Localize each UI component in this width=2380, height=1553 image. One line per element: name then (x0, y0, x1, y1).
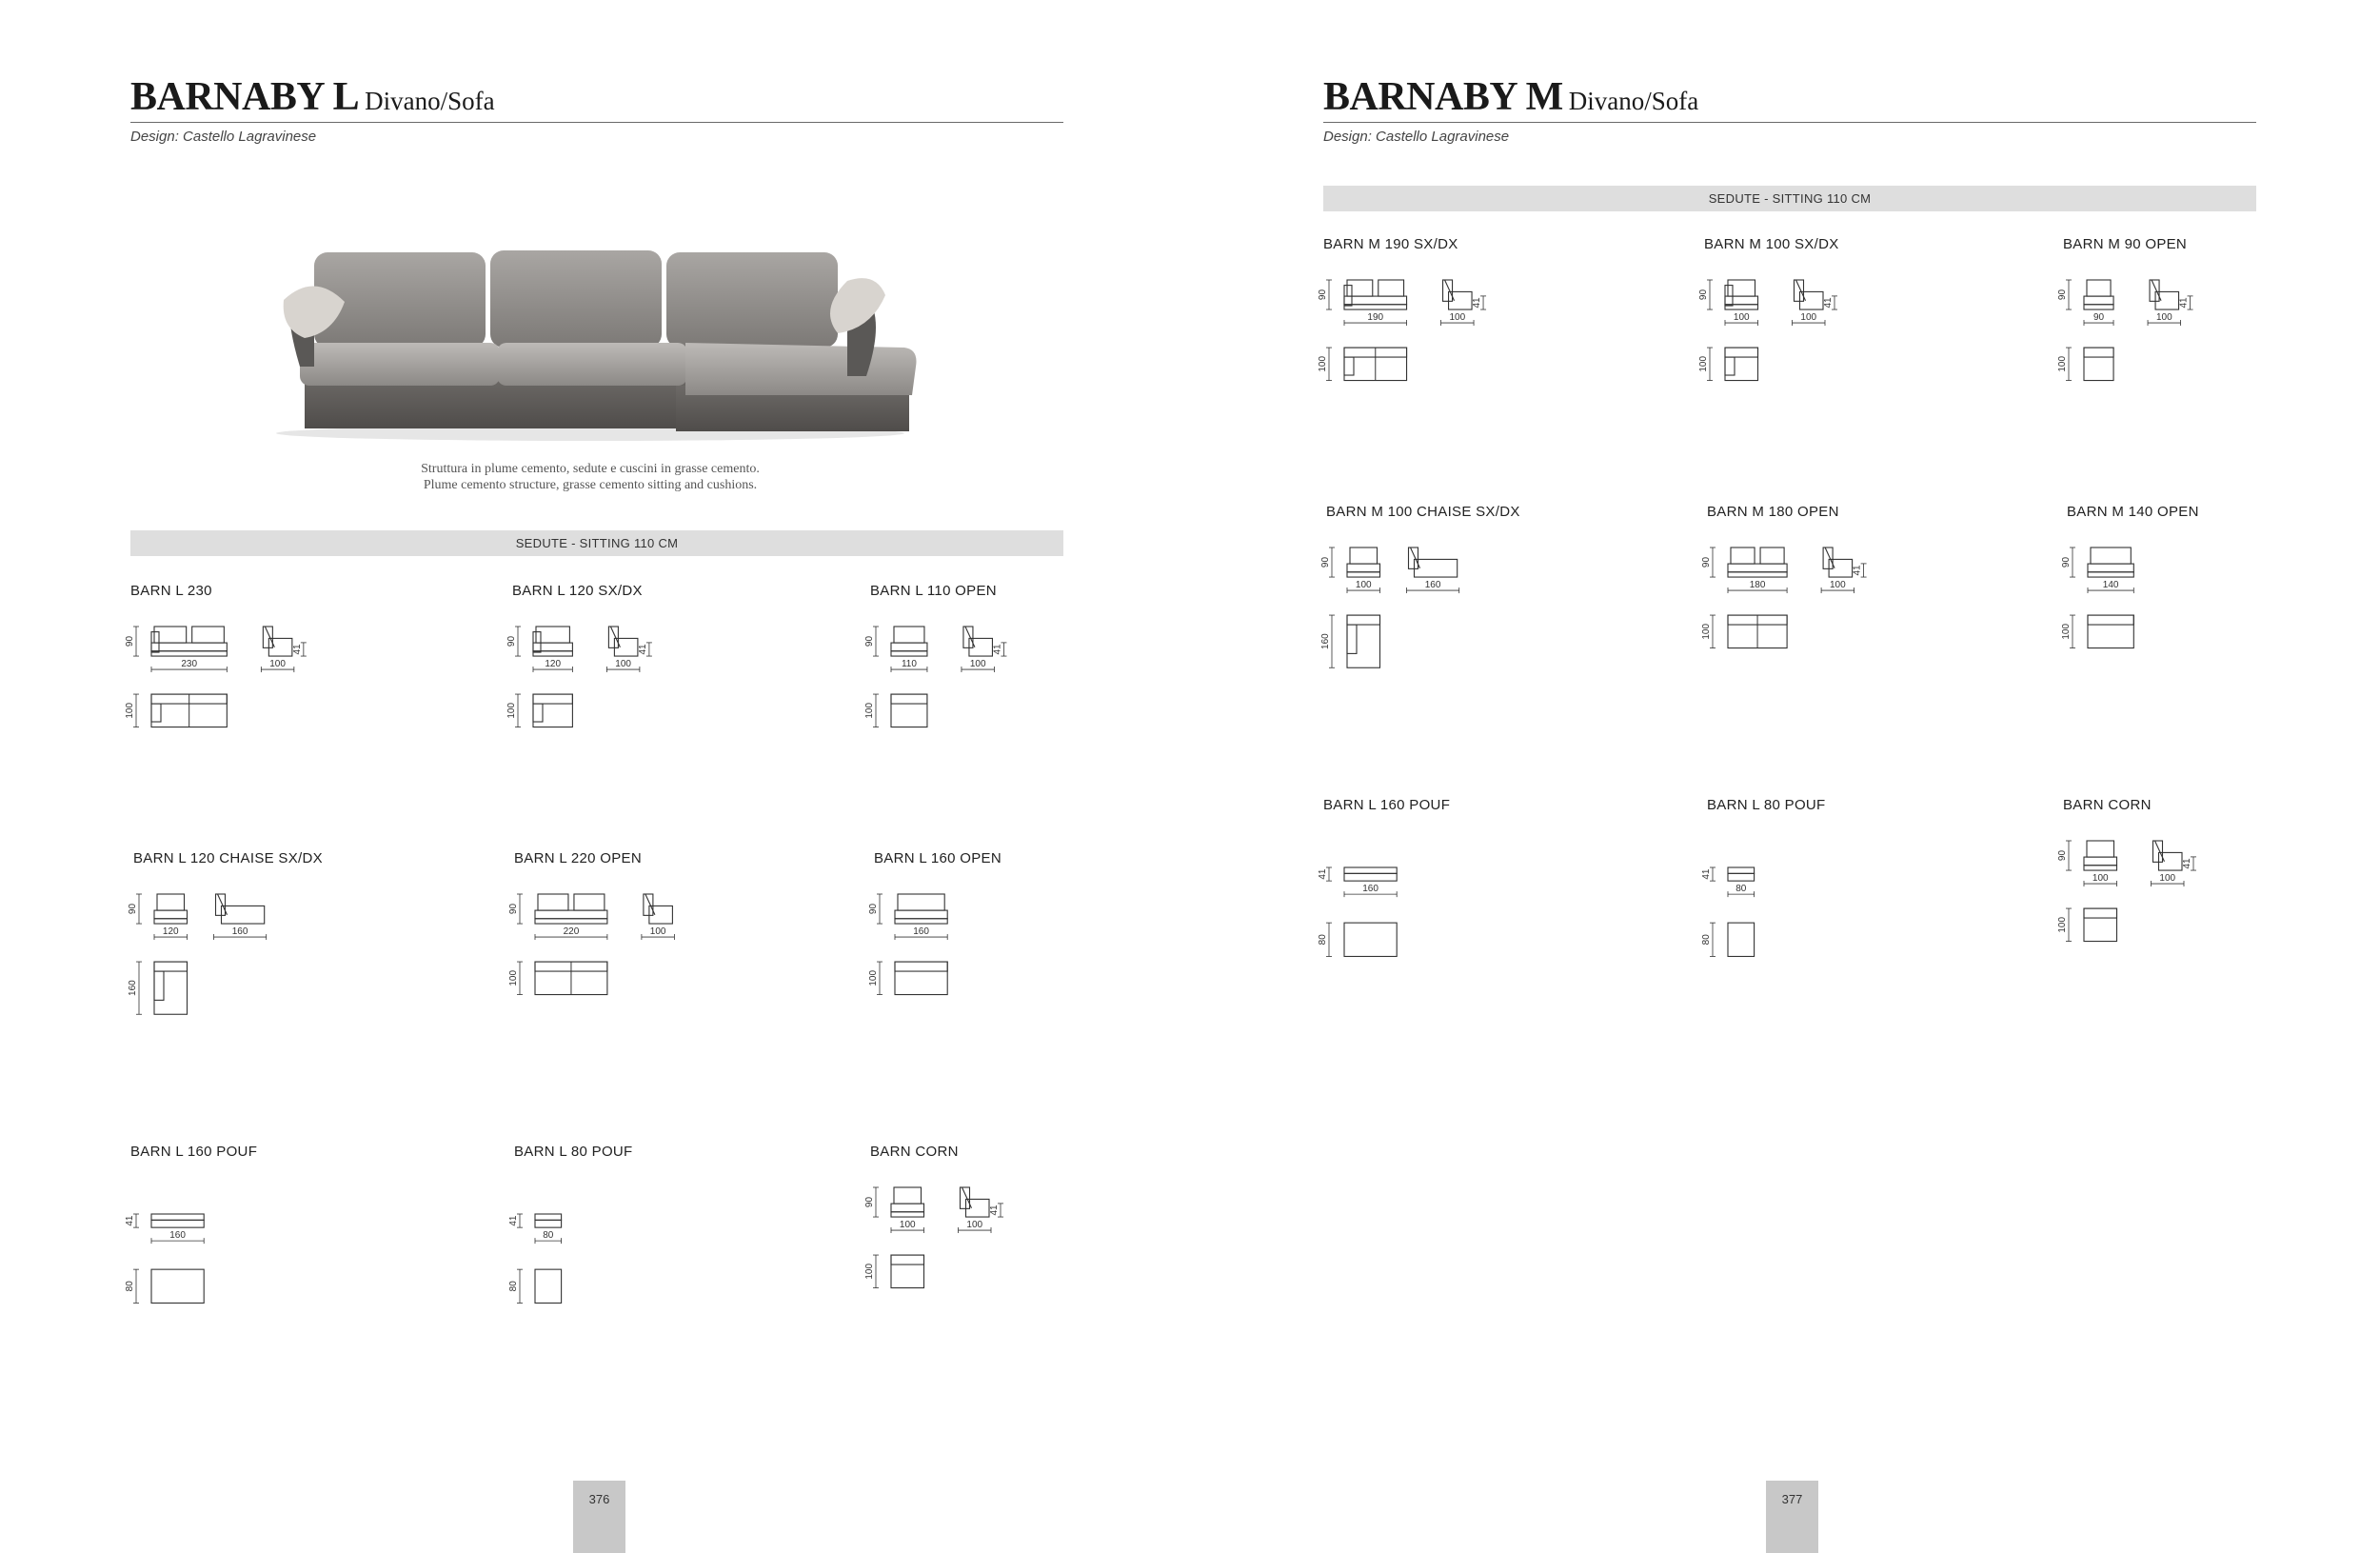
armrest-outline (533, 632, 541, 652)
dimension-label: 180 (1749, 580, 1766, 591)
model-label: BARN CORN (2063, 797, 2152, 813)
dimension-label: 90 (508, 903, 519, 915)
dimension-label: 220 (563, 926, 580, 938)
pouf-top-outline (151, 1214, 204, 1220)
dimension-label: 160 (913, 926, 929, 938)
pouf-base-outline (1728, 873, 1755, 881)
model-label: BARN L 80 POUF (514, 1144, 633, 1160)
base-outline (2084, 305, 2113, 309)
side-cushion-outline (1409, 548, 1418, 568)
model-label: BARN M 100 SX/DX (1704, 236, 1839, 252)
page-number: 377 (1766, 1481, 1818, 1553)
dimension-label: 80 (543, 1230, 554, 1242)
model-label: BARN M 190 SX/DX (1323, 236, 1458, 252)
plan-arm-outline (1347, 625, 1357, 653)
model-drawing (128, 879, 438, 1098)
dimension-label: 90 (125, 635, 135, 647)
seat-outline (891, 643, 927, 651)
seat-outline (1725, 296, 1758, 305)
dimension-label: 100 (2159, 873, 2176, 885)
dimension-label: 80 (1318, 934, 1328, 946)
dimension-label: 100 (966, 1220, 983, 1231)
base-outline (1344, 305, 1407, 309)
side-cushion-outline (1443, 280, 1453, 301)
model-label: BARN L 160 POUF (1323, 797, 1451, 813)
side-cushion-outline (2150, 280, 2159, 301)
dimension-label: 41 (992, 644, 1003, 655)
title-sub: Divano/Sofa (365, 87, 495, 115)
dimension-label: 100 (864, 1263, 875, 1280)
dimension-label: 80 (508, 1281, 519, 1292)
seat-outline (1728, 564, 1787, 572)
dimension-label: 100 (2061, 623, 2072, 640)
back-cushion-outline (2087, 280, 2111, 296)
dimension-label: 160 (1424, 580, 1441, 591)
dimension-label: 41 (1852, 565, 1863, 576)
dimension-label: 90 (2057, 289, 2068, 301)
plan-outline (151, 1269, 204, 1303)
dimension-label: 100 (1318, 355, 1328, 372)
back-cushion-outline (1350, 548, 1378, 564)
plan-outline (1347, 615, 1380, 667)
dimension-label: 80 (1701, 934, 1712, 946)
dimension-label: 100 (899, 1220, 916, 1231)
dimension-label: 41 (989, 1205, 1000, 1216)
dimension-label: 100 (649, 926, 666, 938)
model-drawing (508, 879, 819, 1098)
base-outline (1347, 572, 1380, 577)
model-drawing (864, 1172, 1175, 1391)
dimension-label: 41 (2178, 297, 2190, 309)
base-outline (2088, 572, 2133, 577)
dimension-label: 230 (181, 659, 198, 670)
dimension-label: 90 (1318, 289, 1328, 301)
dimension-label: 100 (1355, 580, 1372, 591)
dimension-label: 80 (125, 1281, 135, 1292)
seat-outline (891, 1204, 924, 1212)
plan-back-outline (154, 962, 188, 971)
back-cushion-outline (2091, 548, 2131, 564)
page-title (1323, 74, 1698, 120)
dimension-label: 160 (1320, 633, 1331, 649)
pouf-top-outline (1728, 867, 1755, 873)
dimension-label: 100 (1800, 312, 1817, 324)
back-cushion-outline (1760, 548, 1784, 564)
plan-back-outline (891, 694, 927, 704)
page-number: 376 (573, 1481, 625, 1553)
dimension-label: 41 (1701, 868, 1712, 880)
armrest-outline (1725, 286, 1733, 306)
dimension-label: 90 (2057, 849, 2068, 862)
right-page (1190, 0, 2380, 1553)
plan-outline (2084, 348, 2113, 381)
dimension-label: 100 (125, 702, 135, 719)
dimension-label: 160 (1362, 884, 1378, 895)
side-cushion-outline (263, 627, 272, 647)
model-drawing (1701, 826, 1791, 1016)
dimension-label: 41 (637, 644, 648, 655)
side-body-outline (222, 906, 265, 924)
model-drawing (1698, 265, 2009, 484)
seat-outline (535, 910, 607, 919)
plan-back-outline (2088, 615, 2133, 625)
seat-outline (151, 643, 227, 651)
model-label: BARN L 220 OPEN (514, 850, 642, 866)
back-cushion-outline (574, 894, 605, 910)
plan-arm-outline (1344, 357, 1354, 375)
side-cushion-outline (963, 627, 973, 647)
dimension-label: 41 (2182, 858, 2192, 869)
dimension-label: 41 (1318, 868, 1328, 880)
dimension-label: 100 (868, 969, 879, 986)
seat-outline (1344, 296, 1407, 305)
seat-outline (2088, 564, 2133, 572)
model-label: BARN L 120 CHAISE SX/DX (133, 850, 323, 866)
dimension-label: 41 (1823, 297, 1834, 309)
plan-back-outline (1347, 615, 1380, 625)
dimension-label: 90 (1320, 556, 1331, 568)
model-label: BARN M 140 OPEN (2067, 504, 2199, 520)
back-cushion-outline (192, 627, 225, 643)
model-drawing (864, 611, 1175, 830)
dimension-label: 100 (864, 702, 875, 719)
plan-back-outline (1725, 348, 1758, 357)
back-cushion-outline (1728, 280, 1755, 296)
side-cushion-outline (961, 1187, 970, 1208)
model-label: BARN L 120 SX/DX (512, 583, 643, 599)
plan-outline (891, 694, 927, 727)
dimension-label: 160 (128, 980, 138, 996)
dimension-label: 120 (545, 659, 562, 670)
dimension-label: 90 (868, 903, 879, 915)
plan-outline (2084, 908, 2117, 942)
base-outline (1728, 572, 1787, 577)
model-label: BARN L 160 OPEN (874, 850, 1002, 866)
seat-outline (2084, 857, 2117, 866)
model-drawing (868, 879, 1179, 1098)
plan-back-outline (891, 1255, 924, 1264)
seat-outline (2084, 296, 2113, 305)
back-cushion-outline (894, 1187, 922, 1204)
model-label: BARN L 160 POUF (130, 1144, 258, 1160)
dimension-label: 100 (1698, 355, 1709, 372)
seat-outline (895, 910, 947, 919)
plan-back-outline (895, 962, 947, 971)
back-cushion-outline (1731, 548, 1755, 564)
model-drawing (1320, 532, 1631, 751)
pouf-base-outline (1344, 873, 1397, 881)
plan-outline (535, 1269, 562, 1303)
dimension-label: 100 (2057, 355, 2068, 372)
seat-outline (1347, 564, 1380, 572)
pouf-top-outline (535, 1214, 562, 1220)
designer-credit: Design: Castello Lagravinese (1323, 129, 1510, 145)
dimension-label: 41 (1472, 297, 1483, 309)
base-outline (891, 651, 927, 656)
side-cushion-outline (2153, 841, 2163, 862)
pouf-base-outline (151, 1220, 204, 1227)
dimension-label: 41 (125, 1215, 135, 1226)
plan-back-outline (2084, 348, 2113, 357)
plan-arm-outline (533, 704, 543, 722)
model-label: BARN M 180 OPEN (1707, 504, 1839, 520)
title-rule (1323, 122, 2256, 123)
model-drawing (1318, 826, 1433, 1016)
model-label: BARN CORN (870, 1144, 959, 1160)
back-cushion-outline (538, 894, 568, 910)
back-cushion-outline (2087, 841, 2114, 857)
dimension-label: 90 (864, 1196, 875, 1208)
side-cushion-outline (644, 894, 653, 915)
back-cushion-outline (157, 894, 185, 910)
model-drawing (125, 611, 435, 830)
base-outline (535, 919, 607, 924)
dimension-label: 100 (1701, 623, 1712, 640)
plan-outline (1728, 923, 1755, 956)
dimension-label: 100 (2057, 916, 2068, 933)
back-cushion-outline (898, 894, 944, 910)
sitting-band: SEDUTE - SITTING 110 CM (130, 530, 1063, 556)
dimension-label: 90 (506, 635, 517, 647)
dimension-label: 160 (231, 926, 248, 938)
model-label: BARN M 90 OPEN (2063, 236, 2188, 252)
model-label: BARN M 100 CHAISE SX/DX (1326, 504, 1520, 520)
caption-english: Plume cemento structure, grasse cemento sitting and cushions. (423, 478, 758, 492)
base-outline (891, 1212, 924, 1217)
seat-outline (154, 910, 188, 919)
plan-outline (154, 962, 188, 1014)
plan-arm-outline (1725, 357, 1735, 375)
dimension-label: 110 (901, 659, 917, 670)
title-main: BARNABY M (1323, 75, 1563, 119)
dimension-label: 100 (969, 659, 986, 670)
dimension-label: 90 (1698, 289, 1709, 301)
dimension-label: 100 (506, 702, 517, 719)
dimension-label: 120 (162, 926, 179, 938)
sitting-band: SEDUTE - SITTING 110 CM (1323, 186, 2256, 211)
model-drawing (508, 1172, 598, 1363)
plan-arm-outline (151, 704, 161, 722)
title-main: BARNABY L (130, 75, 360, 119)
page-title (130, 74, 495, 120)
plan-outline (895, 962, 947, 995)
model-drawing (2061, 532, 2371, 751)
dimension-label: 90 (128, 903, 138, 915)
back-cushion-outline (1347, 280, 1373, 296)
seat-outline (533, 643, 572, 651)
dimension-label: 140 (2102, 580, 2119, 591)
dimension-label: 90 (2092, 312, 2105, 324)
plan-arm-outline (154, 971, 164, 1000)
back-cushion-outline (894, 627, 924, 643)
model-drawing (1318, 265, 1628, 484)
model-drawing (2057, 265, 2368, 484)
model-drawing (2057, 826, 2368, 1045)
designer-credit: Design: Castello Lagravinese (130, 129, 317, 145)
side-cushion-outline (608, 627, 618, 647)
dimension-label: 90 (2061, 556, 2072, 568)
sofa-photo (276, 243, 923, 443)
dimension-label: 100 (508, 969, 519, 986)
dimension-label: 100 (269, 659, 286, 670)
title-sub: Divano/Sofa (1568, 87, 1699, 115)
dimension-label: 100 (1830, 580, 1846, 591)
plan-outline (2088, 615, 2133, 648)
side-cushion-outline (1823, 548, 1833, 568)
model-label: BARN L 230 (130, 583, 212, 599)
back-cushion-outline (1378, 280, 1404, 296)
dimension-label: 100 (1449, 312, 1466, 324)
dimension-label: 100 (615, 659, 631, 670)
caption-italian: Struttura in plume cemento, sedute e cuscini in grasse cemento. (421, 462, 760, 476)
pouf-top-outline (1344, 867, 1397, 873)
side-body-outline (1415, 559, 1458, 577)
armrest-outline (1344, 286, 1352, 306)
dimension-label: 190 (1367, 312, 1384, 324)
dimension-label: 160 (169, 1230, 186, 1242)
dimension-label: 41 (508, 1215, 519, 1226)
armrest-outline (151, 632, 159, 652)
dimension-label: 90 (864, 635, 875, 647)
plan-back-outline (533, 694, 572, 704)
model-drawing (1701, 532, 2012, 751)
base-outline (151, 651, 227, 656)
model-label: BARN L 110 OPEN (870, 583, 997, 599)
model-drawing (125, 1172, 240, 1363)
side-cushion-outline (216, 894, 226, 915)
pouf-base-outline (535, 1220, 562, 1227)
plan-outline (1344, 923, 1397, 956)
dimension-label: 90 (1701, 556, 1712, 568)
base-outline (154, 919, 188, 924)
plan-outline (891, 1255, 924, 1288)
dimension-label: 41 (291, 644, 303, 655)
model-drawing (506, 611, 817, 830)
model-label: BARN L 80 POUF (1707, 797, 1826, 813)
base-outline (895, 919, 947, 924)
dimension-label: 100 (2155, 312, 2172, 324)
product-caption (267, 461, 914, 493)
dimension-label: 100 (2092, 873, 2109, 885)
dimension-label: 100 (1733, 312, 1750, 324)
side-cushion-outline (1795, 280, 1804, 301)
base-outline (2084, 866, 2117, 870)
title-rule (130, 122, 1063, 123)
plan-back-outline (2084, 908, 2117, 918)
dimension-label: 80 (1735, 884, 1747, 895)
